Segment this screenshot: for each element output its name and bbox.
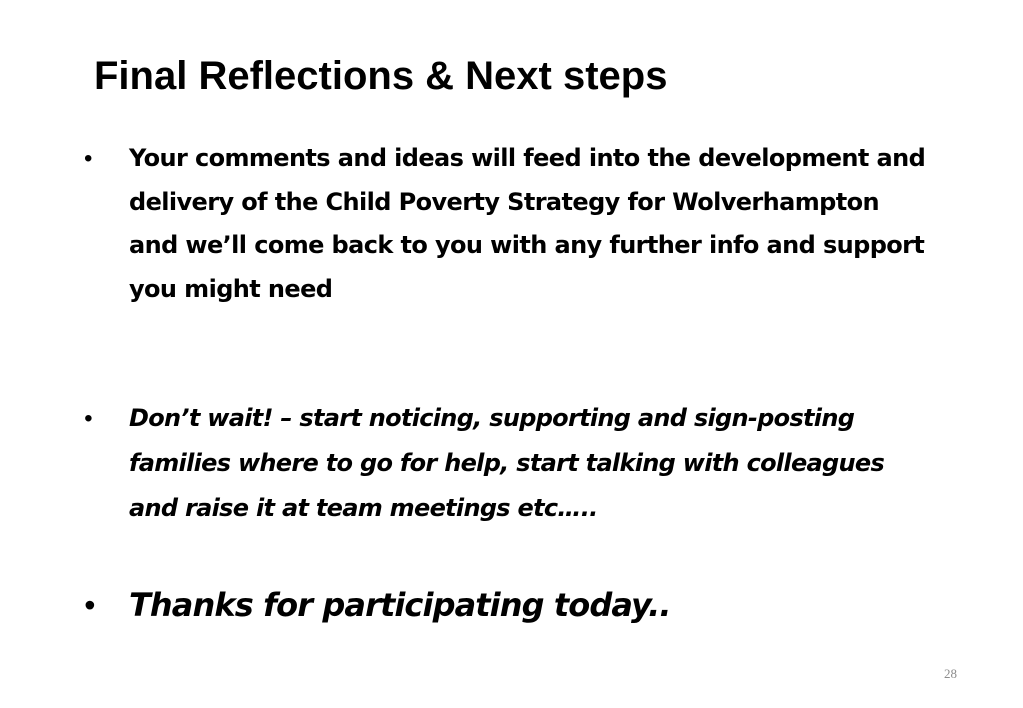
slide-title: Final Reflections & Next steps	[94, 54, 668, 98]
bullet-item-dont-wait	[84, 396, 929, 531]
bullet-text: Your comments and ideas will feed into the development and delivery of the Child Poverty Strategy for Wolverhampton and we’ll come back to you with any further info and support you might need	[129, 144, 926, 303]
bullet-text: Don’t wait! – start noticing, supporting and sign-posting families where to go for help, start talking with colleagues and raise it at team meetings etc…..	[129, 404, 885, 522]
bullet-marker: •	[84, 587, 96, 623]
bullet-marker: •	[84, 405, 93, 432]
bullet-text: Thanks for participating today..	[129, 586, 671, 624]
bullet-item-thanks	[84, 582, 929, 628]
page-number: 28	[944, 666, 957, 681]
bullet-marker: •	[84, 145, 93, 172]
bullet-item-comments	[84, 137, 929, 311]
